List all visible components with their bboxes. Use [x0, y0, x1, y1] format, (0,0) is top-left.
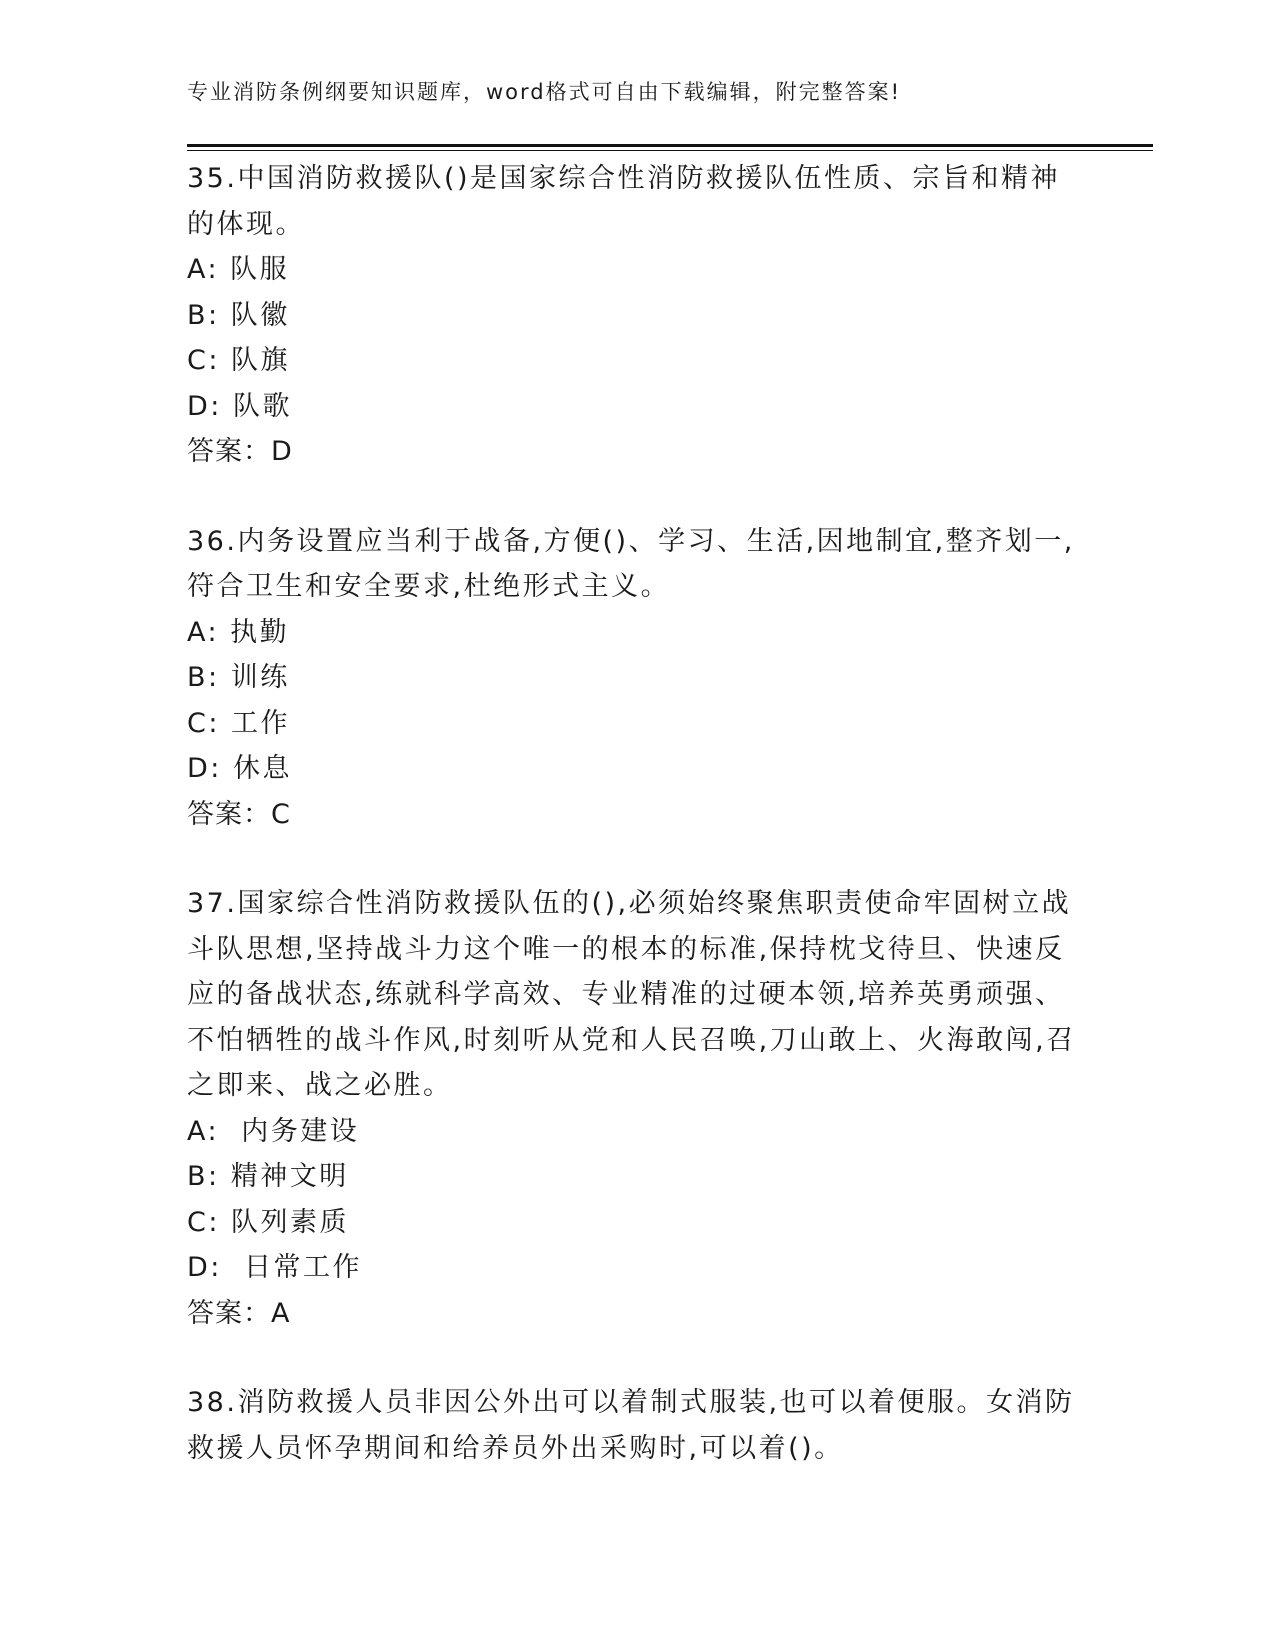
- question-36: [187, 519, 1087, 838]
- option-d: D: 队歌: [187, 390, 292, 422]
- header-divider-thick: [187, 144, 1153, 147]
- option-a: A: 执勤: [187, 616, 290, 648]
- header-divider-thin: [187, 150, 1153, 151]
- option-b: B: 精神文明: [187, 1161, 349, 1192]
- option-c: C: 队旗: [187, 345, 291, 376]
- question-text: 36.内务设置应当利于战备,方便()、学习、生活,因地制宜,整齐划一,符合卫生和安全要求,杜绝形式主义。: [187, 525, 1075, 602]
- option-a: A: 内务建设: [187, 1115, 360, 1147]
- answer: 答案：D: [187, 436, 293, 467]
- question-text: 37.国家综合性消防救援队伍的(),必须始终聚焦职责使命牢固树立战斗队思想,坚持战斗力这个唯一的根本的标准,保持枕戈待旦、快速反应的备战状态,练就科学高效、专业精准的过硬本领,培养英勇顽强、不怕牺牲的战斗作风,时刻听从党和人民召唤,刀山敢上、火海敢闯,召之即来、战之必胜。: [187, 888, 1076, 1101]
- option-b: B: 训练: [187, 662, 290, 693]
- question-text: 35.中国消防救援队()是国家综合性消防救援队伍性质、宗旨和精神的体现。: [187, 163, 1061, 240]
- question-list: [187, 156, 1087, 1515]
- option-a: A: 队服: [187, 254, 290, 285]
- answer: 答案：A: [187, 1297, 291, 1329]
- question-37: [187, 881, 1087, 1336]
- option-d: D: 休息: [187, 753, 292, 784]
- question-35: [187, 156, 1087, 475]
- answer: 答案：C: [187, 798, 291, 830]
- option-c: C: 队列素质: [187, 1206, 350, 1238]
- question-text: 38.消防救援人员非因公外出可以着制式服装,也可以着便服。女消防救援人员怀孕期间和给养员外出采购时,可以着()。: [187, 1387, 1075, 1464]
- option-b: B: 队徽: [187, 299, 290, 331]
- question-38: [187, 1380, 1087, 1471]
- option-d: D: 日常工作: [187, 1252, 363, 1283]
- page-header: 专业消防条例纲要知识题库，word格式可自由下载编辑，附完整答案!: [187, 80, 902, 104]
- option-c: C: 工作: [187, 707, 291, 739]
